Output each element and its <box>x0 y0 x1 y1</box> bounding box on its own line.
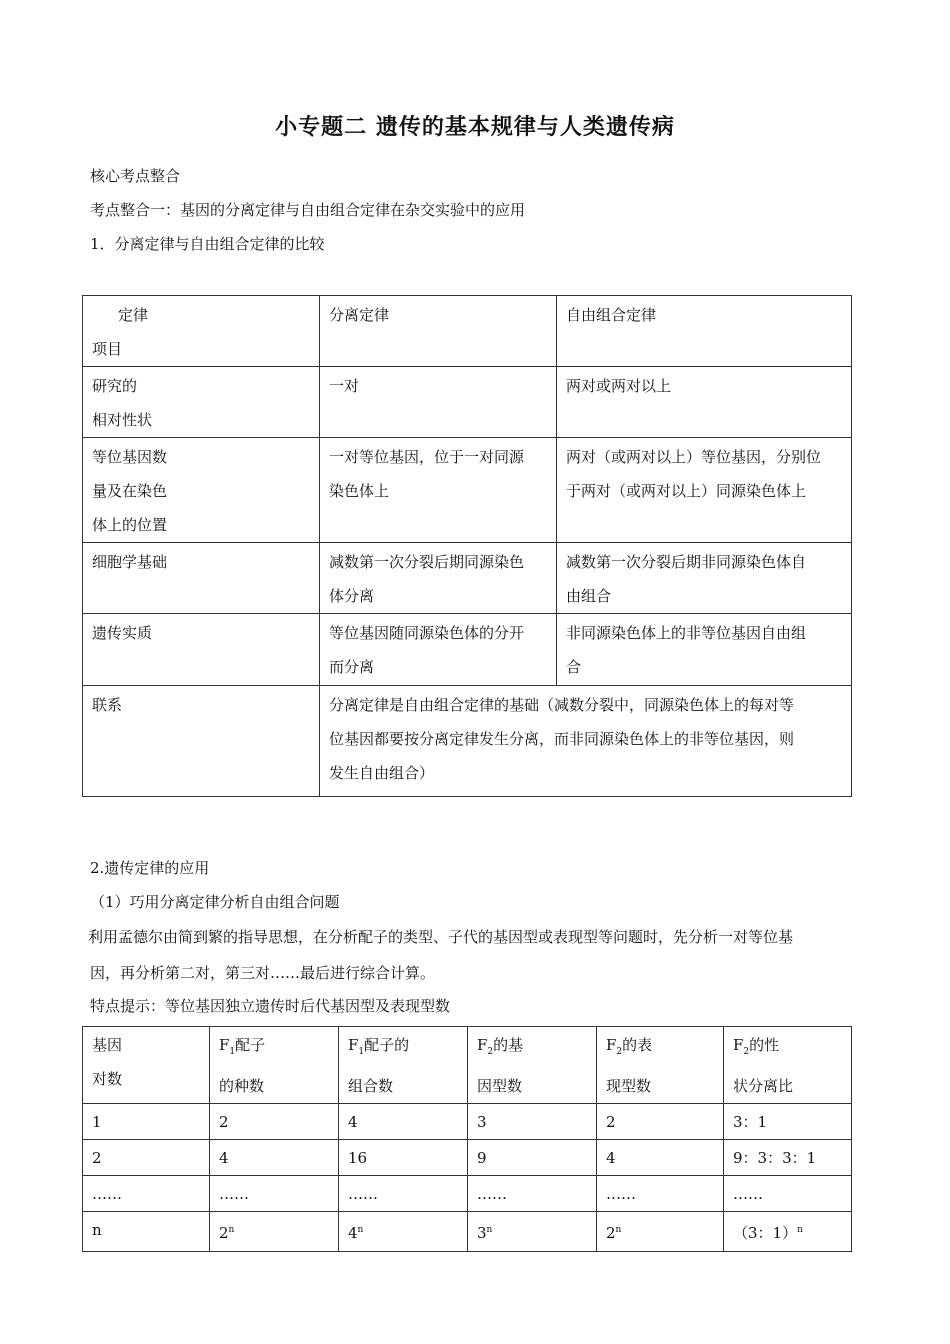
table-cell <box>557 614 852 686</box>
table-cell <box>83 367 320 438</box>
cell-text: 现型数 <box>606 1077 652 1095</box>
table-cell: 4 <box>597 1140 724 1176</box>
cell-text: 染色体上 <box>329 482 390 500</box>
cell-text: 非同源染色体上的非等位基因自由组 <box>566 624 807 642</box>
subscript: 1 <box>358 1047 365 1057</box>
table-cell: 1 <box>83 1104 210 1140</box>
genotype-count-table <box>82 1026 852 1252</box>
table-header-cell <box>724 1027 852 1104</box>
corner-top-label: 定律 <box>118 306 149 324</box>
table-cell: 9：3：3：1 <box>724 1140 852 1176</box>
table-cell: …… <box>210 1176 339 1212</box>
table-cell <box>339 1212 468 1252</box>
heading-compare: 1．分离定律与自由组合定律的比较 <box>90 235 325 253</box>
cell-text: 因型数 <box>477 1077 523 1095</box>
table-cell: …… <box>83 1176 210 1212</box>
cell-text: 于两对（或两对以上）同源染色体上 <box>566 482 807 500</box>
table-header-cell <box>210 1027 339 1104</box>
subscript: 2 <box>743 1047 750 1057</box>
cell-text: 的性 <box>749 1036 780 1054</box>
table-cell: …… <box>724 1176 852 1212</box>
table-cell: n <box>83 1212 210 1252</box>
cell-text: 一对 <box>329 377 360 395</box>
cell-text: 3 <box>477 1224 487 1242</box>
table-cell <box>320 543 557 614</box>
table-row <box>83 543 852 614</box>
cell-text: 位基因都要按分离定律发生分离，而非同源染色体上的非等位基因，则 <box>329 730 795 748</box>
cell-text: F <box>348 1036 359 1054</box>
cell-text: 4 <box>348 1224 358 1242</box>
table-cell <box>468 1212 597 1252</box>
table-cell: …… <box>597 1176 724 1212</box>
table-row <box>83 1176 852 1212</box>
table-row <box>83 1140 852 1176</box>
cell-text: 减数第一次分裂后期非同源染色体自 <box>566 553 807 571</box>
table-cell <box>724 1212 852 1252</box>
table-cell <box>557 438 852 543</box>
table-cell <box>597 1212 724 1252</box>
tip-text: 特点提示：等位基因独立遗传时后代基因型及表现型数 <box>90 997 451 1015</box>
header-label: 自由组合定律 <box>566 306 657 324</box>
cell-text: 联系 <box>92 696 123 714</box>
table-header-cell <box>339 1027 468 1104</box>
cell-text: 对数 <box>92 1070 123 1088</box>
cell-text: 减数第一次分裂后期同源染色 <box>329 553 525 571</box>
table-cell <box>83 438 320 543</box>
table-cell: 4 <box>210 1140 339 1176</box>
table-row <box>83 614 852 686</box>
cell-text: 2 <box>606 1224 616 1242</box>
cell-text: 研究的 <box>92 377 138 395</box>
cell-text: 等位基因数 <box>92 448 168 466</box>
cell-text: 配子 <box>235 1036 266 1054</box>
cell-text: F <box>219 1036 230 1054</box>
subscript: 1 <box>229 1047 236 1057</box>
table-row <box>83 1104 852 1140</box>
cell-text: 细胞学基础 <box>92 553 168 571</box>
cell-text: 状分离比 <box>733 1077 794 1095</box>
table-corner-cell <box>83 296 320 367</box>
table-row <box>83 438 852 543</box>
cell-text: 基因 <box>92 1036 123 1054</box>
cell-text: （3：1） <box>733 1224 798 1242</box>
comparison-table <box>82 295 852 797</box>
table-row <box>83 1212 852 1252</box>
table-header-cell <box>468 1027 597 1104</box>
heading-sub1: （1）巧用分离定律分析自由组合问题 <box>90 893 340 911</box>
page-title: 小专题二 遗传的基本规律与人类遗传病 <box>275 115 675 140</box>
paragraph-line: 利用孟德尔由简到繁的指导思想，在分析配子的类型、子代的基因型或表现型等问题时，先分析一对等位基 <box>88 928 794 946</box>
superscript: n <box>615 1225 622 1235</box>
superscript: n <box>486 1225 493 1235</box>
cell-text: 的基 <box>493 1036 524 1054</box>
cell-text: F <box>606 1036 617 1054</box>
subscript: 2 <box>487 1047 494 1057</box>
cell-text: 两对或两对以上 <box>566 377 672 395</box>
corner-bottom-label: 项目 <box>92 340 123 358</box>
cell-text: 的种数 <box>219 1077 265 1095</box>
table-header-cell <box>557 296 852 367</box>
cell-text: F <box>733 1036 744 1054</box>
heading-core: 核心考点整合 <box>90 167 181 185</box>
heading-application: 2.遗传定律的应用 <box>90 859 210 877</box>
cell-text: 而分离 <box>329 658 375 676</box>
table-cell <box>210 1212 339 1252</box>
superscript: n <box>357 1225 364 1235</box>
table-cell <box>320 438 557 543</box>
cell-text: 相对性状 <box>92 411 153 429</box>
cell-text: 量及在染色 <box>92 482 168 500</box>
superscript: n <box>797 1225 803 1235</box>
cell-text: 由组合 <box>566 587 612 605</box>
cell-text: 两对（或两对以上）等位基因，分别位 <box>566 448 822 466</box>
table-cell: …… <box>339 1176 468 1212</box>
table-cell <box>557 367 852 438</box>
table-row <box>83 367 852 438</box>
table-cell: 9 <box>468 1140 597 1176</box>
subscript: 2 <box>616 1047 623 1057</box>
cell-text: 发生自由组合） <box>329 764 435 782</box>
cell-text: 体上的位置 <box>92 516 168 534</box>
table-cell: 2 <box>210 1104 339 1140</box>
table-cell: 3：1 <box>724 1104 852 1140</box>
table-cell <box>557 543 852 614</box>
table-header-cell <box>320 296 557 367</box>
table-cell <box>83 543 320 614</box>
table-header-cell <box>83 1027 210 1104</box>
table-row <box>83 686 852 797</box>
table-cell: 3 <box>468 1104 597 1140</box>
table-cell <box>320 367 557 438</box>
paragraph-line: 因，再分析第二对，第三对……最后进行综合计算。 <box>90 964 436 982</box>
table-row <box>83 296 852 367</box>
cell-text: 分离定律是自由组合定律的基础（减数分裂中，同源染色体上的每对等 <box>329 696 795 714</box>
cell-text: 组合数 <box>348 1077 394 1095</box>
table-cell: 16 <box>339 1140 468 1176</box>
table-cell: 4 <box>339 1104 468 1140</box>
table-header-cell <box>597 1027 724 1104</box>
cell-text: 2 <box>219 1224 229 1242</box>
cell-text: 合 <box>566 658 582 676</box>
superscript: n <box>228 1225 235 1235</box>
table-cell: 2 <box>83 1140 210 1176</box>
cell-text: 一对等位基因，位于一对同源 <box>329 448 525 466</box>
header-label: 分离定律 <box>329 306 390 324</box>
table-cell <box>83 686 320 797</box>
table-cell: 2 <box>597 1104 724 1140</box>
table-cell-merged <box>320 686 852 797</box>
cell-text: 等位基因随同源染色体的分开 <box>329 624 525 642</box>
table-cell <box>83 614 320 686</box>
cell-text: 遗传实质 <box>92 624 153 642</box>
table-cell: …… <box>468 1176 597 1212</box>
cell-text: 配子的 <box>364 1036 410 1054</box>
cell-text: 体分离 <box>329 587 375 605</box>
table-cell <box>320 614 557 686</box>
table-row <box>83 1027 852 1104</box>
cell-text: F <box>477 1036 488 1054</box>
cell-text: 的表 <box>622 1036 653 1054</box>
heading-point1: 考点整合一：基因的分离定律与自由组合定律在杂交实验中的应用 <box>90 201 526 219</box>
